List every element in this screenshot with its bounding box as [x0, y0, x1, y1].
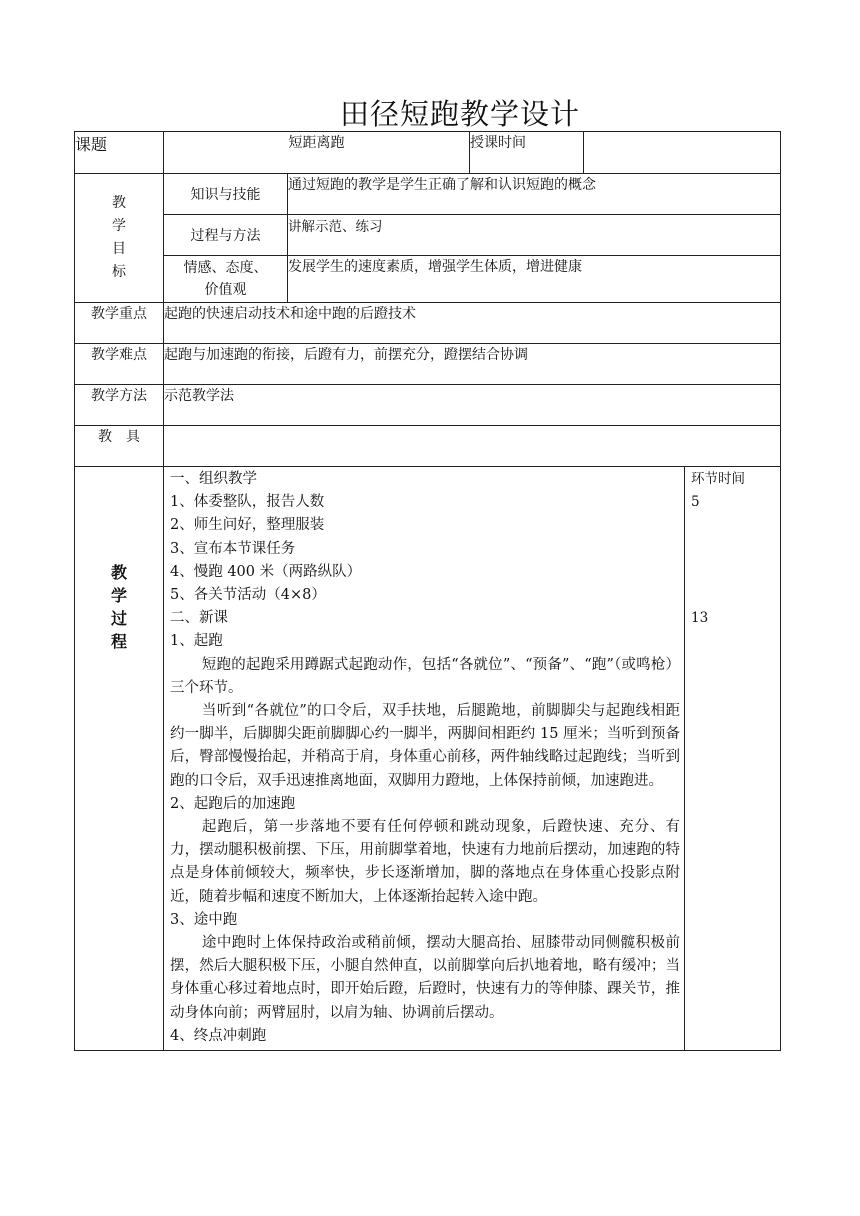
time-value-new-lesson: 13	[691, 610, 709, 626]
time-header: 环节时间	[691, 471, 745, 487]
objective-value-process: 讲解示范、练习	[288, 215, 781, 256]
topic-label: 课题	[75, 132, 164, 174]
objectives-label: 教 学 目 标	[75, 174, 164, 303]
objective-value-knowledge: 通过短跑的教学是学生正确了解和认识短跑的概念	[288, 174, 781, 215]
start-paragraph-1: 短跑的起跑采用蹲踞式起跑动作，包括“各就位”、“预备”、“跑”（或鸣枪）三个环节。	[170, 656, 680, 696]
process-line: 2、师生问好，整理服装	[170, 517, 325, 534]
difficulty-row	[75, 344, 781, 385]
objective-value-emotion: 发展学生的速度素质，增强学生体质，增进健康	[288, 256, 781, 303]
acceleration-paragraph: 起跑后，第一步落地不要有任何停顿和跳动现象，后蹬快速、充分、有力，摆动腿积极前摆、下压，用前脚掌着地，快速有力地前后摆动，加速跑的特点是身体前倾较大，频率快，步长逐渐增加，脚的落地点在身体重心投影点附近，随着步幅和速度不断加大，上体逐渐抬起转入途中跑。	[170, 819, 680, 905]
midway-paragraph: 途中跑时上体保持政治或稍前倾，摆动大腿高抬、屈膝带动同侧髋积极前摆，然后大腿积极下压，小腿自然伸直，以前脚掌向后扒地着地，略有缓冲；当身体重心移过着地点时，即开始后蹬，后蹬时，快速有力的等伸膝、踝关节，推动身体向前；两臂屈肘，以肩为轴、协调前后摆动。	[170, 935, 680, 1021]
process-line: 1、体委整队，报告人数	[170, 494, 325, 511]
key-point-value: 起跑的快速启动技术和途中跑的后蹬技术	[164, 303, 781, 344]
tools-value	[164, 426, 781, 467]
process-line: 3、宣布本节课任务	[170, 540, 296, 557]
tools-label: 教 具	[75, 426, 164, 467]
objective-label-process: 过程与方法	[164, 215, 288, 256]
process-row	[75, 467, 781, 1051]
method-value: 示范教学法	[164, 385, 781, 426]
objective-label-knowledge: 知识与技能	[164, 174, 288, 215]
objective-row-process	[75, 215, 781, 256]
section-heading-finish: 4、终点冲刺跑	[170, 1027, 267, 1044]
tools-row	[75, 426, 781, 467]
objective-row-knowledge	[75, 174, 781, 215]
method-label: 教学方法	[75, 385, 164, 426]
start-paragraph-2: 当听到“各就位”的口令后，双手扶地，后腿跪地，前脚脚尖与起跑线相距约一脚半，后脚脚尖距前脚脚心约一脚半，两脚间相距约 15 厘米；当听到预备后，臀部慢慢抬起，并稍高于肩，身体重心前移，两件轴线略过起跑线；当听到跑的口令后，双手迅速推离地面，双脚用力蹬地，上体保持前倾，加速跑进。	[170, 703, 680, 789]
lesson-plan-table	[74, 131, 781, 1051]
key-point-row	[75, 303, 781, 344]
process-line: 5、各关节活动（4×8）	[170, 587, 326, 604]
process-line: 一、组织教学	[170, 471, 257, 487]
process-label: 教 学 过 程	[75, 467, 164, 1051]
document-title: 田径短跑教学设计	[339, 97, 580, 131]
objective-label-emotion: 情感、态度、 价值观	[164, 256, 288, 303]
process-line: 二、新课	[170, 610, 228, 627]
topic-row	[75, 132, 781, 174]
section-heading-acceleration: 2、起跑后的加速跑	[170, 795, 296, 812]
time-label: 授课时间	[470, 132, 584, 174]
time-value[interactable]	[584, 132, 781, 174]
time-value-organize: 5	[691, 494, 700, 510]
key-point-label: 教学重点	[75, 303, 164, 344]
process-content	[164, 467, 685, 1051]
difficulty-label: 教学难点	[75, 344, 164, 385]
process-line: 4、慢跑 400 米（两路纵队）	[170, 563, 362, 580]
objective-row-emotion	[75, 256, 781, 303]
difficulty-value: 起跑与加速跑的衔接，后蹬有力，前摆充分，蹬摆结合协调	[164, 344, 781, 385]
section-heading-midway: 3、途中跑	[170, 911, 238, 928]
method-row	[75, 385, 781, 426]
time-column	[685, 467, 781, 1051]
topic-value: 短距离跑	[164, 132, 470, 174]
process-line: 1、起跑	[170, 633, 223, 650]
